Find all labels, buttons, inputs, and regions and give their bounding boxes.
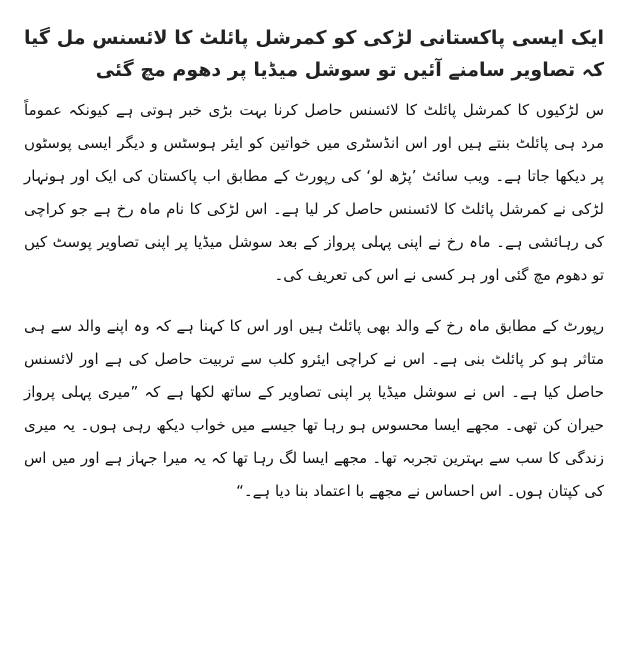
article-headline: ایک ایسی پاکستانی لڑکی کو کمرشل پائلٹ کا لائسنس مل گیا کہ تصاویر سامنے آئیں تو سوشل میڈیا پر دھوم مچ گئی bbox=[24, 27, 604, 81]
article-paragraph-2: رپورٹ کے مطابق ماہ رخ کے والد بھی پائلٹ ہیں اور اس کا کہنا ہے کہ وہ اپنے والد سے ہی متاثر ہو کر پائلٹ بنی ہے۔ اس نے کراچی ایئرو کلب سے تربیت حاصل کی ہے اور لائسنس حاصل کیا ہے۔ اس نے سوشل میڈیا پر اپنی تصاویر کے ساتھ لکھا ہے کہ ”میری پہلی پرواز حیران کن تھی۔ مجھے ایسا محسوس ہو رہا تھا جیسے میں خواب دیکھ رہی ہوں۔ یہ میری زندگی کا سب سے بہترین تجربہ تھا۔ مجھے ایسا لگ رہا تھا کہ یہ میرا جہاز ہے اور میں اس کی کپتان ہوں۔ اس احساس نے مجھے با اعتماد بنا دیا ہے۔“ bbox=[24, 317, 604, 500]
article-paragraph-1: س لڑکیوں کا کمرشل پائلٹ کا لائسنس حاصل کرنا بہت بڑی خبر ہوتی ہے کیونکہ عموماً مرد ہی پائلٹ بنتے ہیں اور اس انڈسٹری میں خواتین کو ایئر ہوسٹس و دیگر ایسی پوسٹوں پر دیکھا جاتا ہے۔ ویب سائٹ ’پڑھ لو‘ کی رپورٹ کے مطابق اب پاکستان کی ایک اور ہونہار لڑکی نے کمرشل پائلٹ کا لائسنس حاصل کر لیا ہے۔ اس لڑکی کا نام ماہ رخ ہے جو کراچی کی رہائشی ہے۔ ماہ رخ نے اپنی پہلی پرواز کے بعد سوشل میڈیا پر اپنی تصاویر پوسٹ کیں تو دھوم مچ گئی اور ہر کسی نے اس کی تعریف کی۔ bbox=[24, 101, 604, 284]
